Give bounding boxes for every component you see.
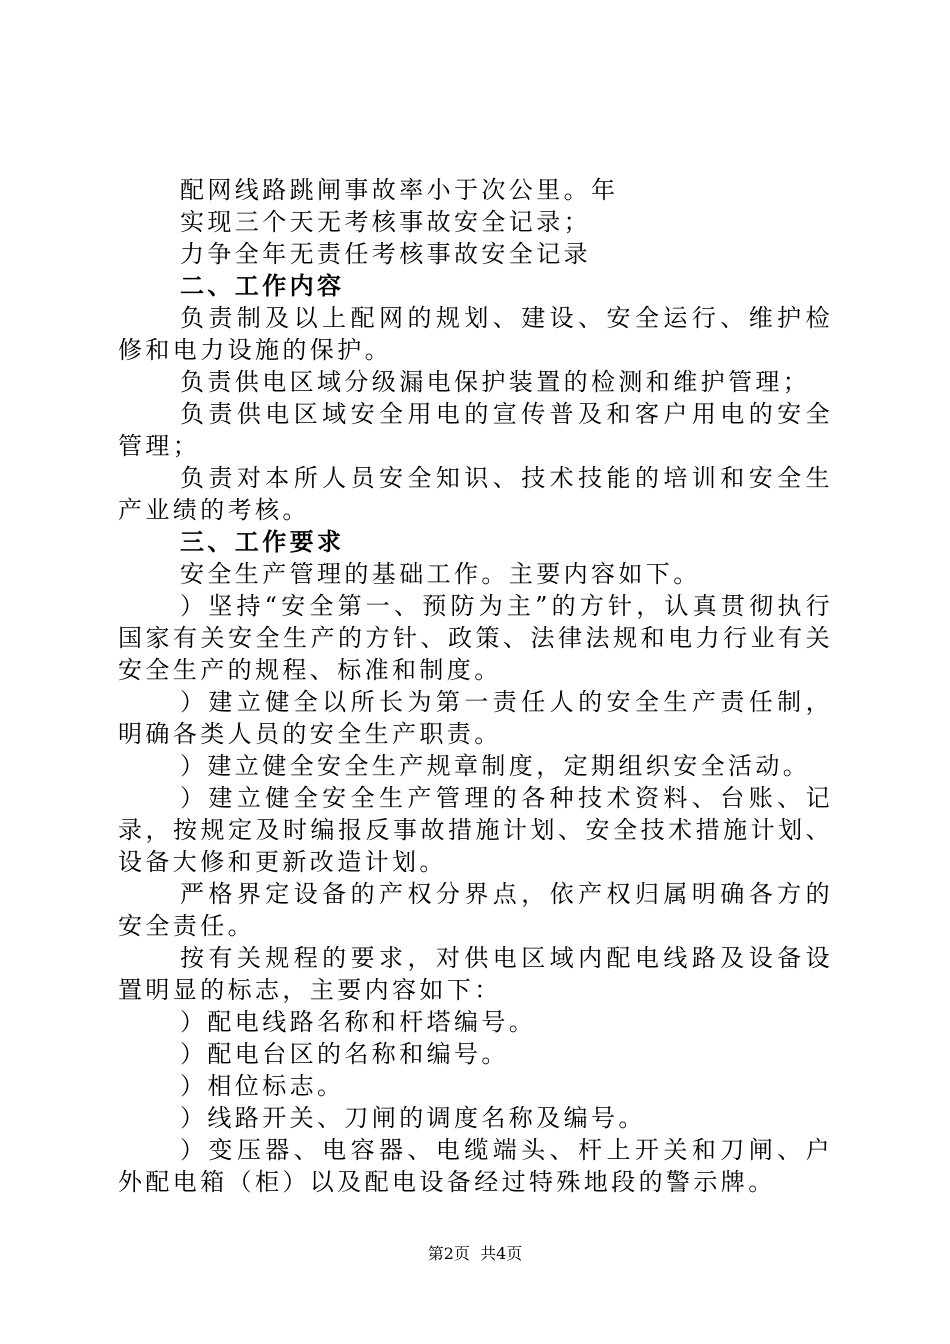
paragraph: 负责对本所人员安全知识、技术技能的培训和安全生产业绩的考核。 <box>118 464 833 524</box>
paragraph: 按有关规程的要求，对供电区域内配电线路及设备设置明显的标志，主要内容如下： <box>118 944 833 1004</box>
section-heading: 二、工作内容 <box>180 271 345 300</box>
paragraph: 严格界定设备的产权分界点，依产权归属明确各方的安全责任。 <box>118 880 833 940</box>
paragraph: ）变压器、电容器、电缆端头、杆上开关和刀闸、户外配电箱（柜）以及配电设备经过特殊地段的警示牌。 <box>118 1136 833 1196</box>
paragraph: ）坚持“安全第一、预防为主”的方针，认真贯彻执行国家有关安全生产的方针、政策、法律法规和电力行业有关安全生产的规程、标准和制度。 <box>118 592 833 684</box>
paragraph: ）相位标志。 <box>180 1072 345 1100</box>
paragraph: ）建立健全以所长为第一责任人的安全生产责任制，明确各类人员的安全生产职责。 <box>118 688 833 748</box>
paragraph: ）配电线路名称和杆塔编号。 <box>180 1008 537 1036</box>
paragraph: 负责供电区域安全用电的宣传普及和客户用电的安全管理； <box>118 400 833 460</box>
paragraph: ）配电台区的名称和编号。 <box>180 1040 509 1068</box>
paragraph: ）建立健全安全生产规章制度，定期组织安全活动。 <box>180 752 811 780</box>
paragraph: 力争全年无责任考核事故安全记录 <box>180 240 591 268</box>
paragraph: 负责制及以上配网的规划、建设、安全运行、维护检修和电力设施的保护。 <box>118 304 833 364</box>
paragraph: 配网线路跳闸事故率小于次公里。年 <box>180 176 619 204</box>
document-body <box>118 174 833 1198</box>
paragraph: 实现三个天无考核事故安全记录； <box>180 208 591 236</box>
paragraph: 安全生产管理的基础工作。主要内容如下。 <box>180 560 701 588</box>
page-number-label: 第2页 共4页 <box>427 1244 523 1263</box>
page-footer <box>0 1243 950 1265</box>
paragraph: ）建立健全安全生产管理的各种技术资料、台账、记录，按规定及时编报反事故措施计划、安全技术措施计划、设备大修和更新改造计划。 <box>118 784 833 876</box>
section-heading: 三、工作要求 <box>180 527 345 556</box>
paragraph: ）线路开关、刀闸的调度名称及编号。 <box>180 1104 646 1132</box>
paragraph: 负责供电区域分级漏电保护装置的检测和维护管理； <box>180 368 811 396</box>
